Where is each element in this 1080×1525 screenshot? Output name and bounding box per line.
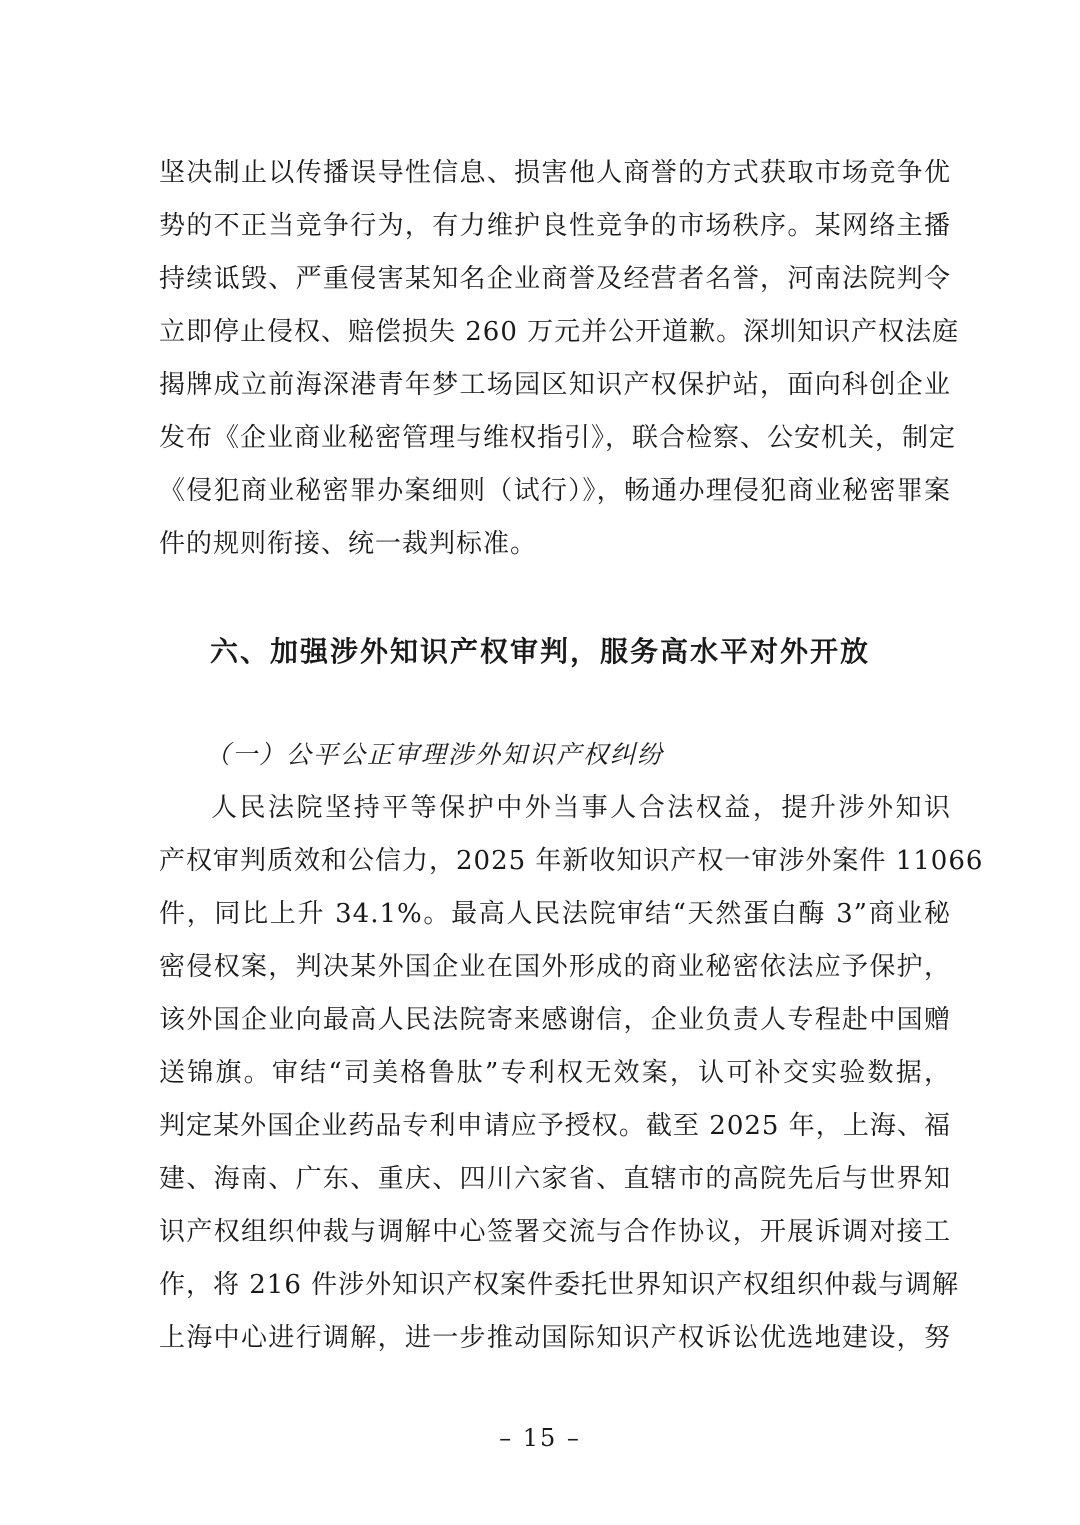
text-line: 势的不正当竞争行为，有力维护良性竞争的市场秩序。某网络主播 [159,211,951,241]
text-line: 上海中心进行调解，进一步推动国际知识产权诉讼优选地建设，努 [159,1323,951,1353]
text-line: 件，同比上升 34.1%。最高人民法院审结“天然蛋白酶 3”商业秘 [159,899,951,929]
text-line: 判定某外国企业药品专利申请应予授权。截至 2025 年，上海、福 [159,1111,951,1141]
text-line: 发布《企业商业秘密管理与维权指引》，联合检察、公安机关，制定 [159,423,957,453]
text-line: 该外国企业向最高人民法院寄来感谢信，企业负责人专程赴中国赠 [159,1005,951,1035]
text-line: 坚决制止以传播误导性信息、损害他人商誉的方式获取市场竞争优 [159,158,951,188]
text-line: 建、海南、广东、重庆、四川六家省、直辖市的高院先后与世界知 [159,1164,951,1194]
text-line: 密侵权案，判决某外国企业在国外形成的商业秘密依法应予保护， [159,952,951,982]
text-line: 人民法院坚持平等保护中外当事人合法权益，提升涉外知识 [211,793,951,823]
subsection-heading: （一）公平公正审理涉外知识产权纠纷 [205,740,665,769]
text-line: 持续诋毁、严重侵害某知名企业商誉及经营者名誉，河南法院判令 [159,264,951,294]
text-line: 作，将 216 件涉外知识产权案件委托世界知识产权组织仲裁与调解 [159,1270,960,1300]
text-line: 识产权组织仲裁与调解中心签署交流与合作协议，开展诉调对接工 [159,1217,951,1247]
text-line: 件的规则衔接、统一裁判标准。 [159,529,538,559]
text-line: 产权审判质效和公信力，2025 年新收知识产权一审涉外案件 11066 [159,846,984,876]
text-line: 送锦旗。审结“司美格鲁肽”专利权无效案，认可补交实验数据， [159,1058,951,1088]
text-line: 揭牌成立前海深港青年梦工场园区知识产权保护站，面向科创企业 [159,370,951,400]
text-line: 立即停止侵权、赔偿损失 260 万元并公开道歉。深圳知识产权法庭 [159,317,960,347]
page-number: – 15 – [499,1424,581,1452]
text-line: 《侵犯商业秘密罪办案细则（试行）》，畅通办理侵犯商业秘密罪案 [159,476,951,506]
section-heading: 六、加强涉外知识产权审判，服务高水平对外开放 [209,635,870,668]
